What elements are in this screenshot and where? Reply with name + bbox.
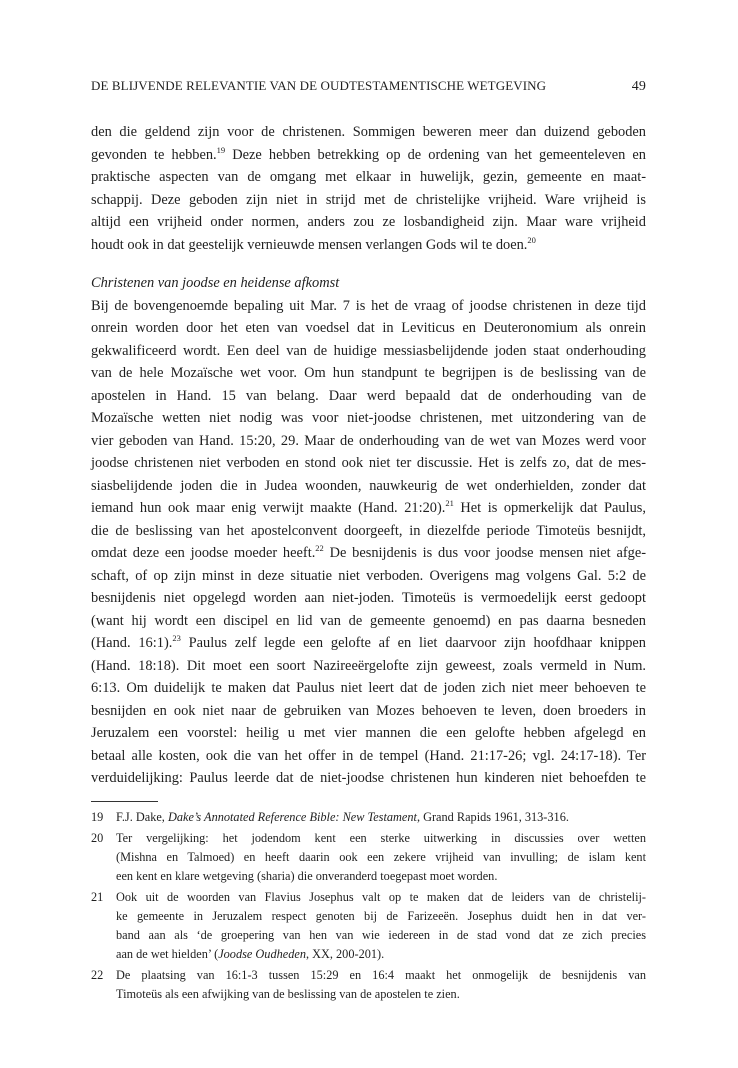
text-line: onrein worden door het eten van voedsel dat in Leviticus en Deuteronomium als onrein bbox=[91, 320, 646, 336]
text-line: altijd een vrijheid onder normen, anders zou ze losbandigheid zijn. Maar ware vrijheid bbox=[91, 214, 646, 230]
text-line: praktische aspecten van de omgang met elkaar in huwelijk, gezin, gemeente en maat- bbox=[91, 169, 646, 185]
footnote-19 bbox=[91, 808, 646, 827]
footnote-ref-19[interactable]: 19 bbox=[216, 144, 226, 155]
paragraph-gap bbox=[91, 256, 646, 272]
text-line: iemand hun ook maar enig verwijt maakte (Hand. 21:20).$^{21}$ Het is opmerkelijk dat Paulus, bbox=[91, 498, 646, 516]
text-line: schaft, of op zijn minst in deze situatie niet verboden. Overigens mag volgens Gal. 5:2 de bbox=[91, 567, 646, 584]
text-line: (want hij wordt een discipel en lid van de gemeente genoemd) en pas daarna besneden bbox=[91, 612, 646, 629]
running-title: DE BLIJVENDE RELEVANTIE VAN DE OUDTESTAMENTISCHE WETGEVING bbox=[91, 78, 547, 93]
footnote-20 bbox=[91, 829, 646, 886]
text-line: joodse christenen niet verboden en stond ook niet ter discussie. Het is zelfs zo, dat de mes- bbox=[91, 455, 646, 471]
text-line: betaal alle kosten, ook die van het offer in de tempel (Hand. 21:17-26; vgl. 24:17-18). Ter bbox=[91, 747, 646, 764]
footnote-number: 21 bbox=[91, 890, 104, 904]
text-line: Mozaïsche wetten niet nodig was voor niet-joodse christenen, met uitzondering van de bbox=[91, 410, 646, 426]
footnote-ref-22[interactable]: 22 bbox=[315, 543, 324, 553]
text-line: apostelen in Hand. 15 van belang. Daar werd bepaald dat de onderhouding van de bbox=[91, 387, 646, 404]
footnote-number: 22 bbox=[91, 968, 104, 982]
book-title: Dake’s Annotated Reference Bible: New Testament bbox=[167, 810, 417, 824]
text-line: (Hand. 18:18). Dit moet een soort Nazireeërgelofte zijn geweest, zoals vermeld in Num. bbox=[91, 657, 646, 674]
text-line: 6:13. Om duidelijk te maken dat Paulus niet leert dat de joden zich niet meer behoeven te bbox=[91, 680, 646, 696]
footnote-21 bbox=[91, 888, 646, 964]
text-line: (Hand. 16:1).$^{23}$ Paulus zelf legde een gelofte af en liet daarvoor zijn hoofdhaar knippen bbox=[91, 633, 647, 651]
text-line: Bij de bovengenoemde bepaling uit Mar. 7 is het de vraag of joodse christenen in deze tijd bbox=[91, 297, 646, 314]
main-text bbox=[91, 121, 646, 790]
footnote-ref-21[interactable]: 21 bbox=[445, 498, 454, 508]
text-line: vier geboden van Hand. 15:20, 29. Maar de onderhouding van de wet van Mozes werd voor bbox=[91, 432, 646, 449]
page-number: 49 bbox=[631, 79, 646, 94]
footnote-ref-20[interactable]: 20 bbox=[527, 234, 536, 245]
text-line: gevonden te hebben.$^{19}$ Deze hebben betrekking op de ordening van het gemeenteleven en bbox=[91, 144, 646, 163]
book-title: Joodse Oudheden bbox=[218, 947, 306, 961]
text-line: omdat deze een joodse moeder heeft.$^{22}$ De besnijdenis is dus voor joodse mensen niet afge- bbox=[91, 543, 646, 561]
footnote-number: 20 bbox=[91, 831, 104, 845]
footnote-text: De plaatsing van 16:1-3 tussen 15:29 en 16:4 maakt het onmogelijk de besnijdenis van Timoteüs als een afwijking van de beslissing van de apostelen te zien. bbox=[116, 968, 646, 1001]
running-header bbox=[91, 78, 646, 95]
footnote-text: F.J. Dake, Dake’s Annotated Reference Bible: New Testament, Grand Rapids 1961, 313-316. bbox=[116, 810, 569, 824]
footnote-ref-23[interactable]: 23 bbox=[172, 633, 181, 643]
text-line: besnijden en ook niet naar de gebruiken van Mozes behoeven te leven, doen broeders in bbox=[91, 702, 646, 719]
text-line: den die geldend zijn voor de christenen. Sommigen beweren meer dan duizend geboden bbox=[91, 124, 646, 140]
footnote-text: Ter vergelijking: het jodendom kent een sterke uitwerking in discussies over wetten (Mishna en Talmoed) en heeft daarin ook een zekere vrijheid van invulling; de islam kent een kent en klare wetgeving (sharia) die onveranderd toegepast moet worden. bbox=[116, 831, 646, 883]
text-line: houdt ook in dat geestelijk vernieuwde mensen verlangen Gods wil te doen.$^{20}$ bbox=[91, 234, 536, 253]
footnote-number: 19 bbox=[91, 810, 104, 824]
section-heading: Christenen van joodse en heidense afkomst bbox=[91, 275, 340, 291]
text-line: gekwalificeerd wordt. Een deel van de huidige messiasbelijdende joden staat onderhouding bbox=[91, 342, 646, 359]
footnotes bbox=[91, 808, 646, 1006]
footnote-22 bbox=[91, 966, 646, 1004]
footnote-divider bbox=[91, 801, 158, 802]
text-line: siasbelijdende joden die in Judea woonden, nauwkeurig de wet onderhielden, zonder dat bbox=[91, 477, 646, 494]
text-line: die de beslissing van het apostelconvent doorgeeft, in diezelfde periode Timoteüs besnijdt, bbox=[91, 522, 646, 539]
text-line: van de hele Mozaïsche wet voor. Om hun standpunt te begrijpen is de beslissing van de bbox=[91, 365, 646, 381]
text-line: schappij. Deze geboden zijn niet in strijd met de christelijke vrijheid. Ware vrijheid is bbox=[91, 191, 646, 208]
text-line: besnijdenis niet opgelegd worden aan niet-joden. Timoteüs is vermoedelijk eerst gedoopt bbox=[91, 590, 646, 606]
footnote-text: Ook uit de woorden van Flavius Josephus valt op te maken dat de leiders van de christelij- ke gemeente in Jeruzalem respect genoten bij de Farizeeën. Josephus duidt hen in dat ver- band aan als ‘de groepering van hen van wie iedereen in de stad vond dat ze zich precies aan de wet hielden’ (Joodse Oudheden, XX, 200-201). bbox=[116, 890, 646, 961]
text-line: verduidelijking: Paulus leerde dat de niet-joodse christenen hun kinderen niet behoefden te bbox=[91, 770, 646, 786]
text-line: Jeruzalem een voorstel: heilig u met vier mannen die een gelofte hebben afgelegd en bbox=[91, 725, 646, 741]
